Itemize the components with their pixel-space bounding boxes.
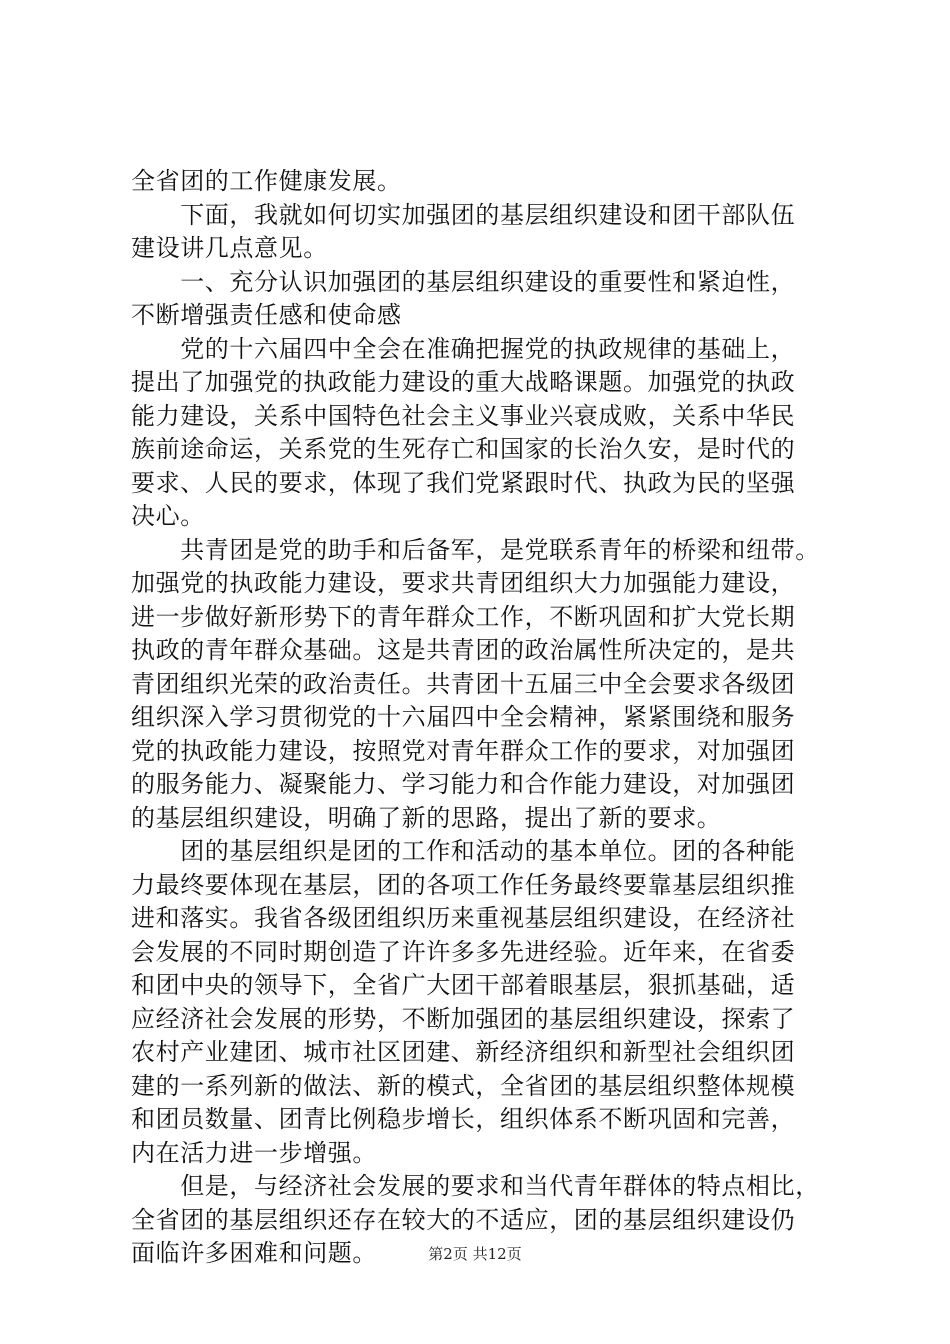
text-line: 的服务能力、凝聚能力、学习能力和合作能力建设，对加强团 bbox=[131, 770, 796, 798]
text-line: 建设讲几点意见。 bbox=[131, 234, 328, 262]
paragraph-5 bbox=[131, 835, 831, 1170]
text-line: 青团组织光荣的政治责任。共青团十五届三中全会要求各级团 bbox=[131, 669, 796, 698]
text-line: 面临许多困难和问题。 bbox=[131, 1239, 377, 1267]
paragraph-3 bbox=[131, 333, 831, 534]
section-heading bbox=[131, 266, 831, 333]
paragraph-4 bbox=[131, 534, 831, 836]
text-line: 和团中央的领导下，全省广大团干部着眼基层，狠抓基础，适 bbox=[131, 971, 796, 999]
text-line: 进一步做好新形势下的青年群众工作，不断巩固和扩大党长期 bbox=[131, 602, 796, 631]
text-line: 共青团是党的助手和后备军，是党联系青年的桥梁和纽带。 bbox=[131, 535, 820, 564]
text-line: 内在活力进一步增强。 bbox=[131, 1138, 377, 1167]
text-line: 组织深入学习贯彻党的十六届四中全会精神，紧紧围绕和服务 bbox=[131, 703, 796, 731]
text-line: 一、充分认识加强团的基层组织建设的重要性和紧迫性， bbox=[131, 267, 796, 296]
text-line: 党的执政能力建设，按照党对青年群众工作的要求，对加强团 bbox=[131, 736, 796, 765]
text-line: 全省团的工作健康发展。 bbox=[131, 167, 402, 195]
text-line: 决心。 bbox=[131, 502, 205, 530]
text-line: 加强党的执政能力建设，要求共青团组织大力加强能力建设， bbox=[131, 569, 796, 597]
text-line: 团的基层组织是团的工作和活动的基本单位。团的各种能 bbox=[131, 837, 796, 865]
text-line: 不断增强责任感和使命感 bbox=[131, 301, 402, 329]
text-line: 提出了加强党的执政能力建设的重大战略课题。加强党的执政 bbox=[131, 368, 796, 396]
text-line: 执政的青年群众基础。这是共青团的政治属性所决定的，是共 bbox=[131, 636, 796, 664]
text-line: 全省团的基层组织还存在较大的不适应，团的基层组织建设仍 bbox=[131, 1205, 796, 1234]
text-line: 能力建设，关系中国特色社会主义事业兴衰成败，关系中华民 bbox=[131, 401, 796, 430]
text-line: 党的十六届四中全会在准确把握党的执政规律的基础上， bbox=[131, 334, 796, 363]
text-line: 族前途命运，关系党的生死存亡和国家的长治久安，是时代的 bbox=[131, 435, 796, 463]
text-line: 要求、人民的要求，体现了我们党紧跟时代、执政为民的坚强 bbox=[131, 468, 796, 497]
text-line: 建的一系列新的做法、新的模式，全省团的基层组织整体规模 bbox=[131, 1071, 796, 1100]
text-line: 力最终要体现在基层，团的各项工作任务最终要靠基层组织推 bbox=[131, 870, 796, 899]
paragraph-2 bbox=[131, 199, 831, 266]
paragraph-1 bbox=[131, 165, 831, 199]
text-line: 进和落实。我省各级团组织历来重视基层组织建设，在经济社 bbox=[131, 904, 796, 932]
page-number: 第2页 共12页 bbox=[428, 1245, 522, 1263]
text-line: 的基层组织建设，明确了新的思路，提出了新的要求。 bbox=[131, 803, 722, 832]
text-line: 会发展的不同时期创造了许许多多先进经验。近年来，在省委 bbox=[131, 937, 796, 966]
text-line: 下面，我就如何切实加强团的基层组织建设和团干部队伍 bbox=[131, 200, 796, 229]
text-line: 农村产业建团、城市社区团建、新经济组织和新型社会组织团 bbox=[131, 1038, 796, 1066]
text-line: 应经济社会发展的形势，不断加强团的基层组织建设，探索了 bbox=[131, 1004, 796, 1033]
text-line: 和团员数量、团青比例稳步增长，组织体系不断巩固和完善， bbox=[131, 1105, 796, 1133]
text-line: 但是，与经济社会发展的要求和当代青年群体的特点相比， bbox=[131, 1172, 820, 1200]
document-body bbox=[131, 165, 831, 1271]
